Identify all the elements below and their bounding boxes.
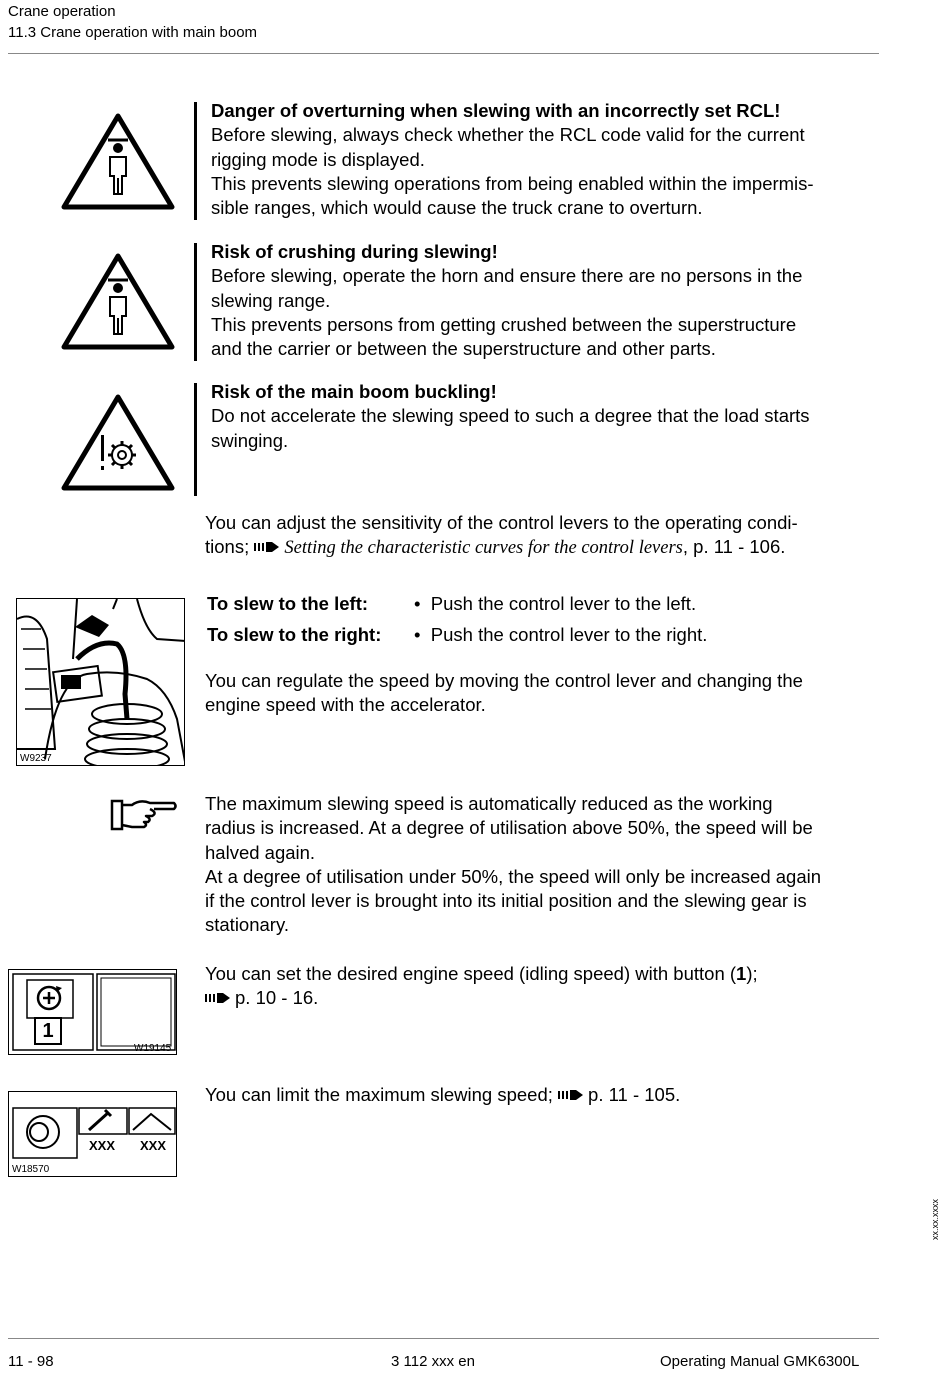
display-value-right: XXX — [140, 1138, 167, 1153]
warning-line: Before slewing, always check whether the RCL code valid for the current — [211, 124, 805, 146]
warning-line: and the carrier or between the superstructure and other parts. — [211, 338, 716, 360]
slew-right-label: To slew to the right: — [207, 624, 382, 645]
curves-link[interactable]: Setting the characteristic curves for the control levers — [284, 538, 683, 559]
chapter-title: Crane operation — [8, 3, 116, 20]
regulate-line: engine speed with the accelerator. — [205, 694, 486, 716]
warning-line: Do not accelerate the slewing speed to such a degree that the load starts — [211, 405, 810, 427]
display-value-left: XXX — [89, 1138, 116, 1153]
limit-speed-paragraph: You can limit the maximum slewing speed; p. 11 - 105. — [205, 1084, 681, 1105]
warning-title: Danger of overturning when slewing with an incorrectly set RCL! — [211, 100, 781, 121]
figure-code: W19145 — [134, 1043, 172, 1054]
slew-left-label: To slew to the left: — [207, 593, 369, 614]
document-number: 3 112 xxx en — [391, 1353, 475, 1370]
note-line: halved again. — [205, 841, 316, 863]
regulate-line: You can regulate the speed by moving the control lever and changing the — [205, 670, 803, 691]
section-title: 11.3 Crane operation with main boom — [8, 24, 258, 41]
control-lever-figure — [16, 598, 185, 766]
engine-speed-paragraph — [205, 962, 885, 1011]
page-number: 11 - 98 — [8, 1353, 54, 1370]
header-divider — [8, 53, 879, 54]
regulate-paragraph — [205, 669, 885, 718]
sensitivity-line2: tions; Setting the characteristic curves for the control levers, p. 11 - 106. — [205, 536, 786, 559]
note-line: At a degree of utilisation under 50%, the speed will only be increased again — [205, 865, 822, 887]
person-warning-icon — [58, 110, 178, 212]
warning-line: Before slewing, operate the horn and ensure there are no persons in the — [211, 265, 803, 287]
warning-title: Risk of the main boom buckling! — [211, 381, 497, 402]
gear-warning-icon — [58, 391, 178, 493]
engine-speed-page-link[interactable]: p. 10 - 16. — [235, 987, 319, 1009]
engine-speed-button-figure — [8, 969, 177, 1055]
button-1[interactable]: 1 — [34, 1017, 62, 1045]
note-line: stationary. — [205, 914, 289, 936]
warning-line: This prevents persons from getting crushed between the superstructure — [211, 313, 797, 335]
sensitivity-line: You can adjust the sensitivity of the control levers to the operating condi- — [205, 512, 798, 533]
engine-speed-ref — [205, 986, 885, 1010]
slew-right-action: • Push the control lever to the right. — [414, 624, 708, 645]
pointing-hand-icon — [110, 797, 178, 833]
footer-divider — [8, 1338, 879, 1339]
warning-line: rigging mode is displayed. — [211, 148, 425, 170]
warning-line: swinging. — [211, 429, 289, 451]
warning-title: Risk of crushing during slewing! — [211, 241, 498, 262]
engine-speed-line: You can set the desired engine speed (idling speed) with button (1); — [205, 963, 758, 984]
limit-speed-page-link[interactable]: p. 11 - 105. — [588, 1084, 681, 1105]
note-line: The maximum slewing speed is automatically reduced as the working — [205, 793, 773, 814]
warning-line: slewing range. — [211, 289, 331, 311]
control-lever-illustration — [17, 599, 185, 766]
cross-reference-arrow-icon — [254, 541, 280, 553]
slew-left-action: • Push the control lever to the left. — [414, 593, 697, 614]
warning-line: sible ranges, which would cause the truck crane to overturn. — [211, 197, 703, 219]
warning-line: This prevents slewing operations from being enabled within the impermis- — [211, 172, 814, 194]
manual-title: Operating Manual GMK6300L — [660, 1353, 860, 1370]
cross-reference-arrow-icon — [558, 1089, 584, 1101]
cross-reference-arrow-icon — [205, 992, 231, 1004]
sensitivity-paragraph — [205, 511, 885, 561]
warning-overturning — [211, 99, 891, 220]
warning-buckling — [211, 380, 891, 453]
warning-bar — [194, 102, 197, 220]
figure-code: W9237 — [20, 753, 52, 764]
side-date-code: xx.xx.xxxx — [930, 1198, 940, 1240]
warning-crushing — [211, 240, 891, 361]
figure-code: W18570 — [12, 1164, 50, 1175]
note-line: if the control lever is brought into its initial position and the slewing gear is — [205, 890, 807, 912]
warning-bar — [194, 383, 197, 496]
slewing-speed-display-figure — [8, 1091, 177, 1177]
person-warning-icon — [58, 250, 178, 352]
note-paragraph — [205, 792, 885, 938]
note-line: radius is increased. At a degree of utilisation above 50%, the speed will be — [205, 817, 813, 839]
warning-bar — [194, 243, 197, 361]
